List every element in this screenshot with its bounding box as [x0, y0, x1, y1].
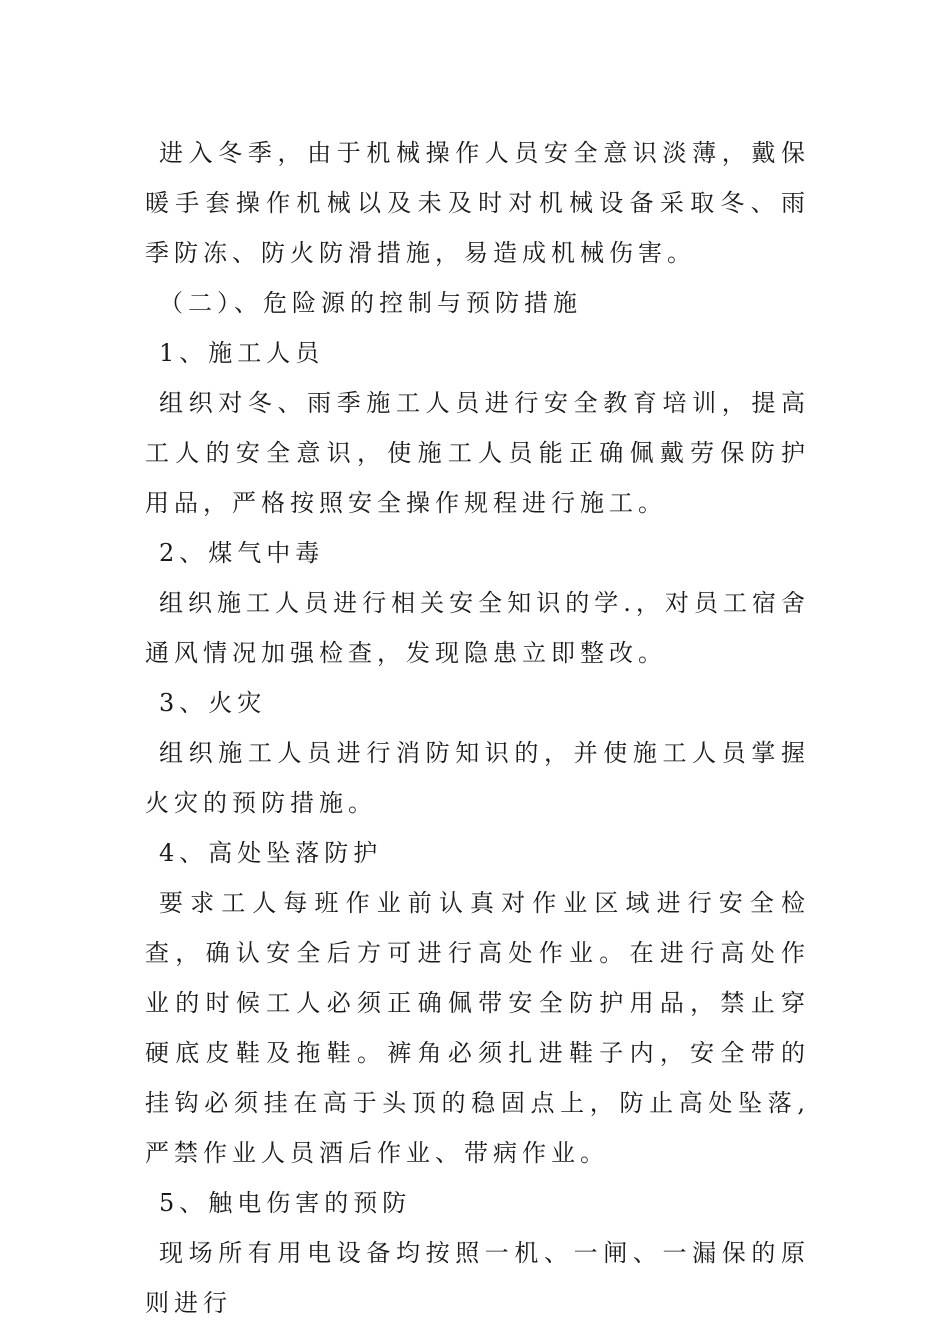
- subheading-gas-poisoning: 2、煤气中毒: [159, 539, 325, 567]
- paragraph-gas-poisoning: 组织施工人员进行相关安全知识的学.，对员工宿舍通风情况加强检查，发现隐患立即整改。: [145, 589, 810, 667]
- subheading-fall-protection: 4、高处坠落防护: [159, 839, 383, 867]
- paragraph-mechanical-injury: 进入冬季，由于机械操作人员安全意识淡薄，戴保暖手套操作机械以及未及时对机械设备采取冬、雨季防冻、防火防滑措施，易造成机械伤害。: [145, 139, 810, 267]
- subheading-workers: 1、施工人员: [159, 339, 325, 367]
- paragraph-fall-protection: 要求工人每班作业前认真对作业区域进行安全检查，确认安全后方可进行高处作业。在进行高处作业的时候工人必须正确佩带安全防护用品，禁止穿硬底皮鞋及拖鞋。裤角必须扎进鞋子内，安全带的挂钩必须挂在高于头顶的稳固点上，防止高处坠落,严禁作业人员酒后作业、带病作业。: [145, 889, 810, 1167]
- subheading-fire: 3、火灾: [159, 689, 267, 717]
- section-heading-control-measures: （二）、危险源的控制与预防措施: [159, 289, 582, 317]
- paragraph-fire: 组织施工人员进行消防知识的，并使施工人员掌握火灾的预防措施。: [145, 739, 810, 817]
- paragraph-electric-shock: 现场所有用电设备均按照一机、一闸、一漏保的原则进行: [145, 1239, 810, 1317]
- document-body: [145, 128, 810, 1328]
- subheading-electric-shock: 5、触电伤害的预防: [159, 1189, 412, 1217]
- paragraph-workers: 组织对冬、雨季施工人员进行安全教育培训，提高工人的安全意识，使施工人员能正确佩戴劳保防护用品，严格按照安全操作规程进行施工。: [145, 389, 810, 517]
